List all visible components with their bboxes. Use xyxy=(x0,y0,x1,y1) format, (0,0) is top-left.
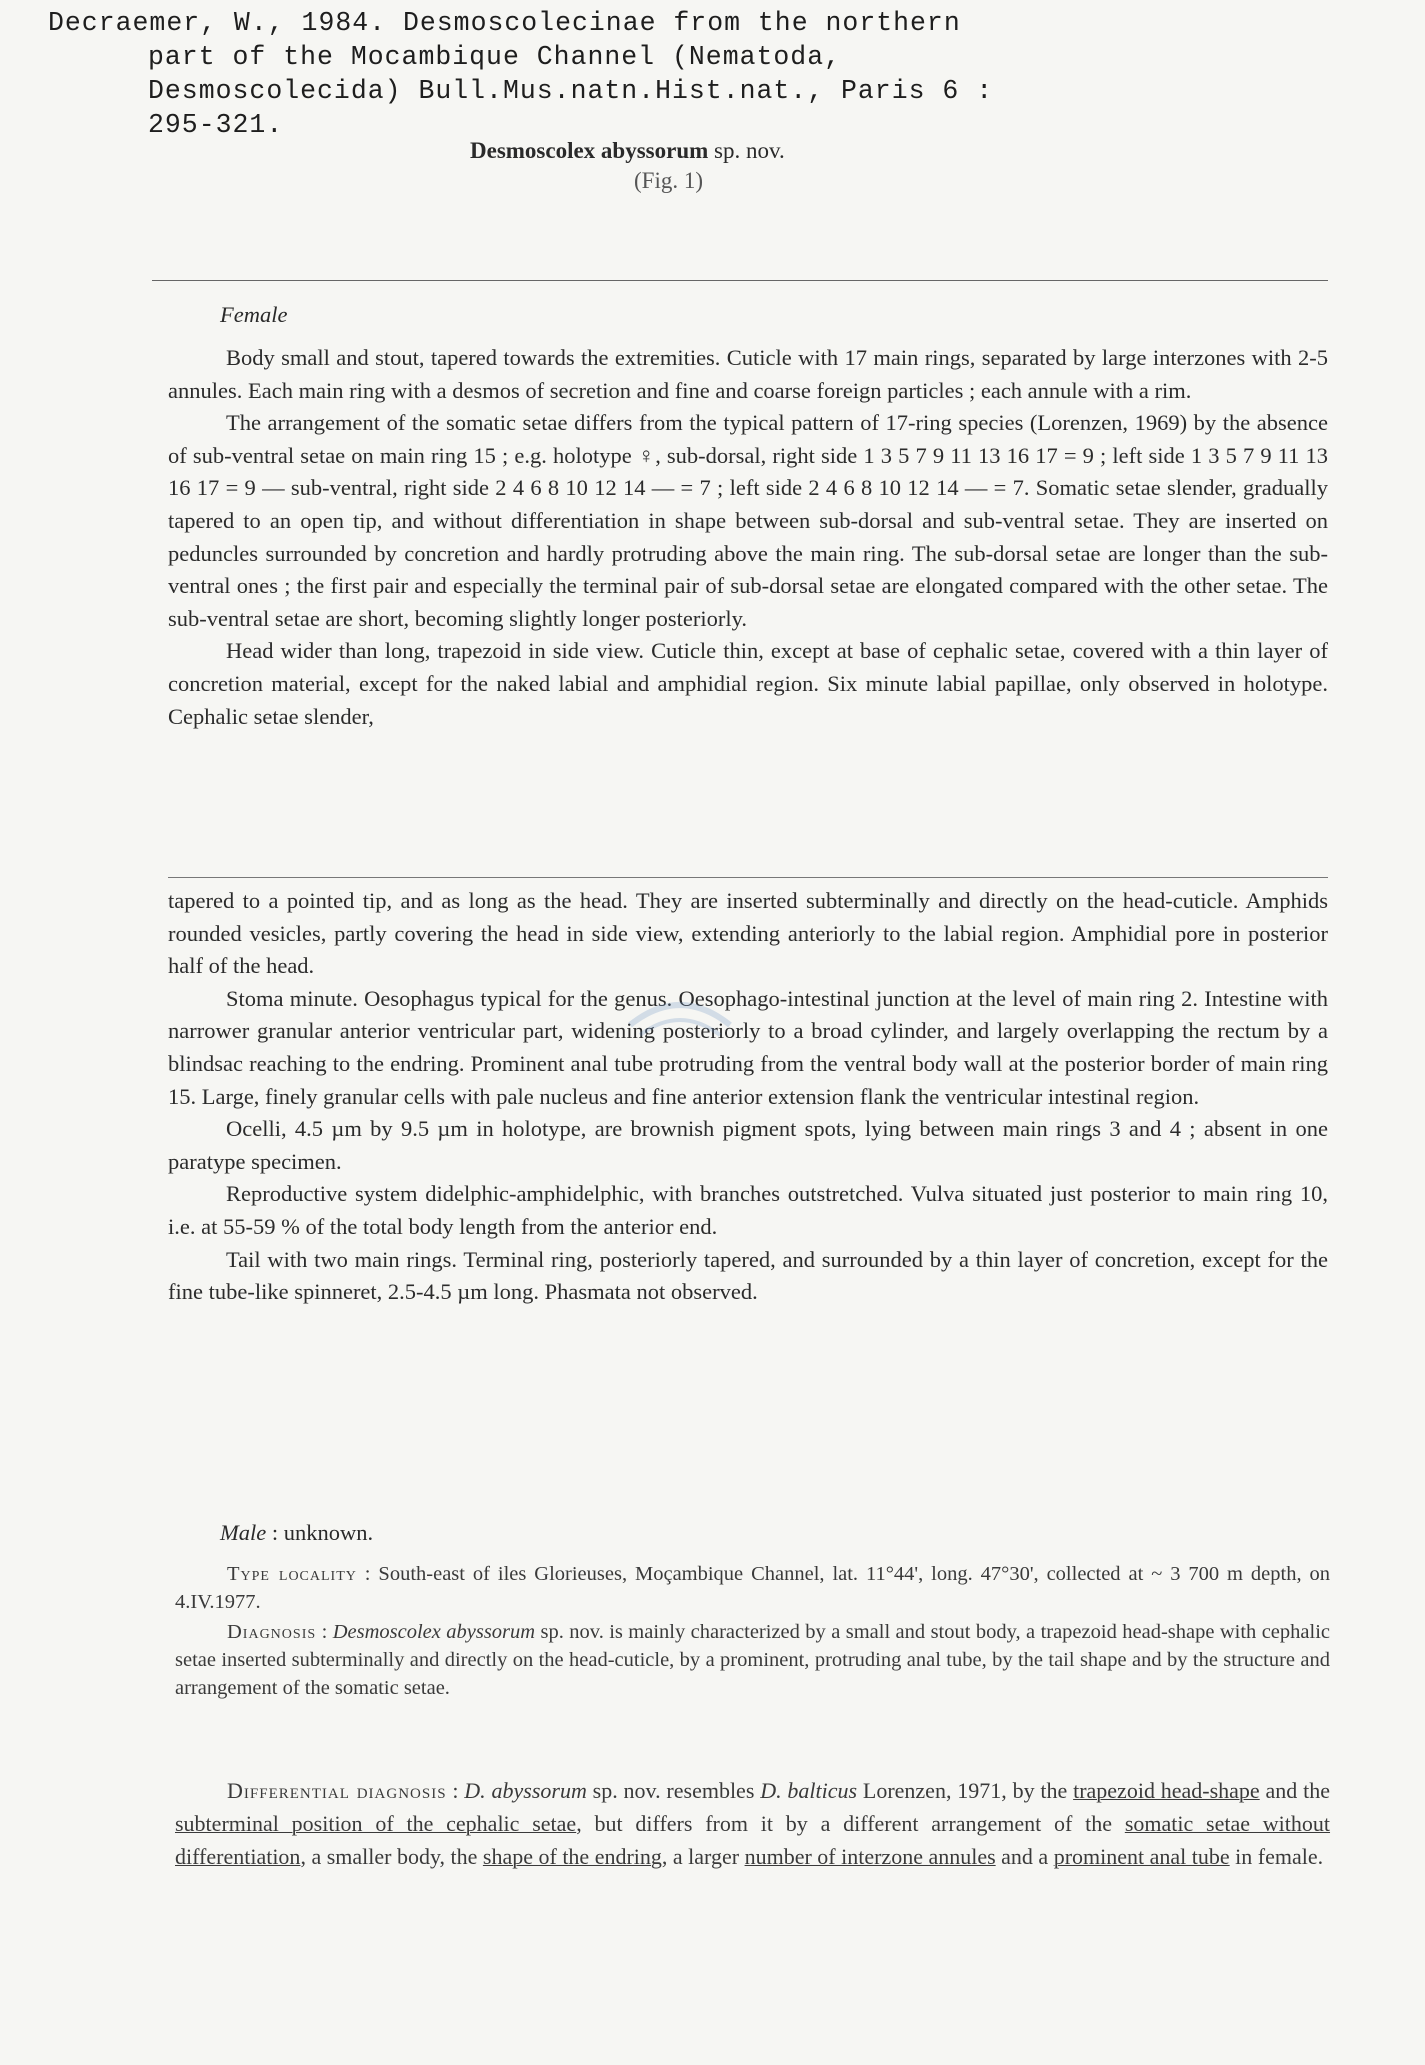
diagnosis-species: Desmoscolex abyssorum xyxy=(332,1621,536,1643)
figure-reference: (Fig. 1) xyxy=(634,168,703,193)
male-section xyxy=(220,1518,373,1548)
underline-head-shape: trapezoid head-shape xyxy=(1073,1778,1260,1803)
differential-text-6: , a smaller body, the xyxy=(300,1844,483,1869)
paragraph-head: Head wider than long, trapezoid in side view. Cuticle thin, except at base of cephalic setae, covered with a thin layer of concretion material, except for the naked labial and amphidial region. Six minute labial papillae, only observed in holotype. Cephalic setae slender, xyxy=(168,638,1328,729)
library-watermark-icon xyxy=(620,985,740,1045)
differential-text-2: sp. nov. resembles xyxy=(586,1778,761,1803)
citation-line-2: part of the Mocambique Channel (Nematoda, xyxy=(148,42,842,72)
male-text: : unknown. xyxy=(266,1520,374,1545)
diagnosis-section: Diagnosis : Desmoscolex abyssorum sp. nov. is mainly characterized by a small and stout body, a trapezoid head-shape with cephalic setae inserted subterminally and directly on the head-cuticle, by a prominent, protruding anal tube, by the tail shape and by the structure and arrangement of the somatic setae. xyxy=(175,1621,1330,1699)
differential-species-1: D. abyssorum xyxy=(464,1778,587,1803)
type-locality-section xyxy=(175,1560,1330,1616)
underline-somatic-setae: somatic setae without differentiation xyxy=(175,1811,1331,1869)
top-divider xyxy=(152,280,1328,281)
paragraph-body: Body small and stout, tapered towards the extremities. Cuticle with 17 main rings, separated by large interzones with 2-5 annules. Each main ring with a desmos of secretion and fine and coarse foreign particles ; each annule with a rim. xyxy=(168,345,1328,403)
underline-endring: shape of the endring xyxy=(482,1844,662,1869)
differential-text-1: : xyxy=(446,1778,465,1803)
differential-text-5: , but differs from it by a different arrangement of the xyxy=(576,1811,1125,1836)
citation-header xyxy=(48,6,1208,142)
underline-cephalic-position: subterminal position of the cephalic setae xyxy=(175,1811,577,1836)
female-description-lower xyxy=(168,885,1328,1309)
female-description-upper xyxy=(168,342,1328,733)
differential-text-4: and the xyxy=(1259,1778,1330,1803)
differential-text-8: and a xyxy=(995,1844,1054,1869)
underline-anal-tube: prominent anal tube xyxy=(1053,1844,1230,1869)
middle-divider xyxy=(168,877,1328,878)
species-title xyxy=(470,136,950,166)
type-locality-text: : South-east of iles Glorieuses, Moçambique Channel, lat. 11°44', long. 47°30', collected at ~ 3 700 m depth, on 4.IV.1977. xyxy=(175,1563,1330,1613)
paragraph-ocelli: Ocelli, 4.5 µm by 9.5 µm in holotype, are brownish pigment spots, lying between main rings 3 and 4 ; absent in one paratype specimen. xyxy=(168,1116,1328,1174)
paragraph-setae: The arrangement of the somatic setae differs from the typical pattern of 17-ring species (Lorenzen, 1969) by the absence of sub-ventral setae on main ring 15 ; e.g. holotype ♀, sub-dorsal, right side 1 3 5 7 9 11 13 16 17 = 9 ; left side 1 3 5 7 9 11 13 16 17 = 9 — sub-ventral, right side 2 4 6 8 10 12 14 — = 7 ; left side 2 4 6 8 10 12 14 — = 7. Somatic setae slender, gradually tapered to an open tip, and without differentiation in shape between sub-dorsal and sub-ventral setae. They are inserted on peduncles surrounded by concretion and hardly protruding above the main ring. The sub-dorsal setae are longer than the sub-ventral ones ; the first pair and especially the terminal pair of sub-dorsal setae are elongated compared with the other setae. The sub-ventral setae are short, becoming slightly longer posteriorly. xyxy=(168,410,1328,631)
type-locality-label: Type locality xyxy=(227,1563,357,1585)
differential-text-3: Lorenzen, 1971, by the xyxy=(857,1778,1074,1803)
paragraph-stoma: Stoma minute. Oesophagus typical for the genus. Oesophago-intestinal junction at the level of main ring 2. Intestine with narrower granular anterior ventricular part, widening posteriorly to a broad cylinder, and largely overlapping the rectum by a blindsac reaching to the endring. Prominent anal tube protruding from the ventral body wall at the posterior border of main ring 15. Large, finely granular cells with pale nucleus and fine anterior extension flank the ventricular intestinal region. xyxy=(168,985,1328,1109)
diagnosis-text: sp. nov. is mainly characterized by a small and stout body, a trapezoid head-shape with cephalic setae inserted subterminally and directly on the head-cuticle, by a prominent, protruding anal tube, by the tail shape and by the structure and arrangement of the somatic setae. xyxy=(175,1621,1330,1699)
differential-diagnosis-section xyxy=(175,1774,1330,1873)
differential-text-9: in female. xyxy=(1229,1844,1324,1869)
species-name: Desmoscolex abyssorum xyxy=(470,138,709,163)
paragraph-cephalic: tapered to a pointed tip, and as long as the head. They are inserted subterminally and directly on the head-cuticle. Amphids rounded vesicles, partly covering the head in side view, extending anteriorly to the labial region. Amphidial pore in posterior half of the head. xyxy=(168,888,1328,979)
paragraph-tail: Tail with two main rings. Terminal ring, posteriorly tapered, and surrounded by a thin layer of concretion, except for the fine tube-like spinneret, 2.5-4.5 µm long. Phasmata not observed. xyxy=(168,1246,1328,1305)
species-suffix: sp. nov. xyxy=(714,138,785,163)
citation-line-4: 295-321. xyxy=(148,110,284,140)
differential-species-2: D. balticus xyxy=(760,1778,858,1803)
female-heading: Female xyxy=(220,302,288,327)
diagnosis-label: Diagnosis xyxy=(227,1621,317,1643)
citation-line-3: Desmoscolecida) Bull.Mus.natn.Hist.nat., Paris 6 : xyxy=(148,76,994,106)
differential-text-7: , a larger xyxy=(661,1844,745,1869)
differential-label: Differential diagnosis xyxy=(227,1778,447,1803)
underline-annules: number of interzone annules xyxy=(744,1844,996,1869)
male-heading: Male xyxy=(220,1520,267,1545)
citation-line-1: Decraemer, W., 1984. Desmoscolecinae from the northern xyxy=(48,8,961,38)
paragraph-reproductive: Reproductive system didelphic-amphidelphic, with branches outstretched. Vulva situated just posterior to main ring 10, i.e. at 55-59 % of the total body length from the anterior end. xyxy=(168,1181,1328,1239)
